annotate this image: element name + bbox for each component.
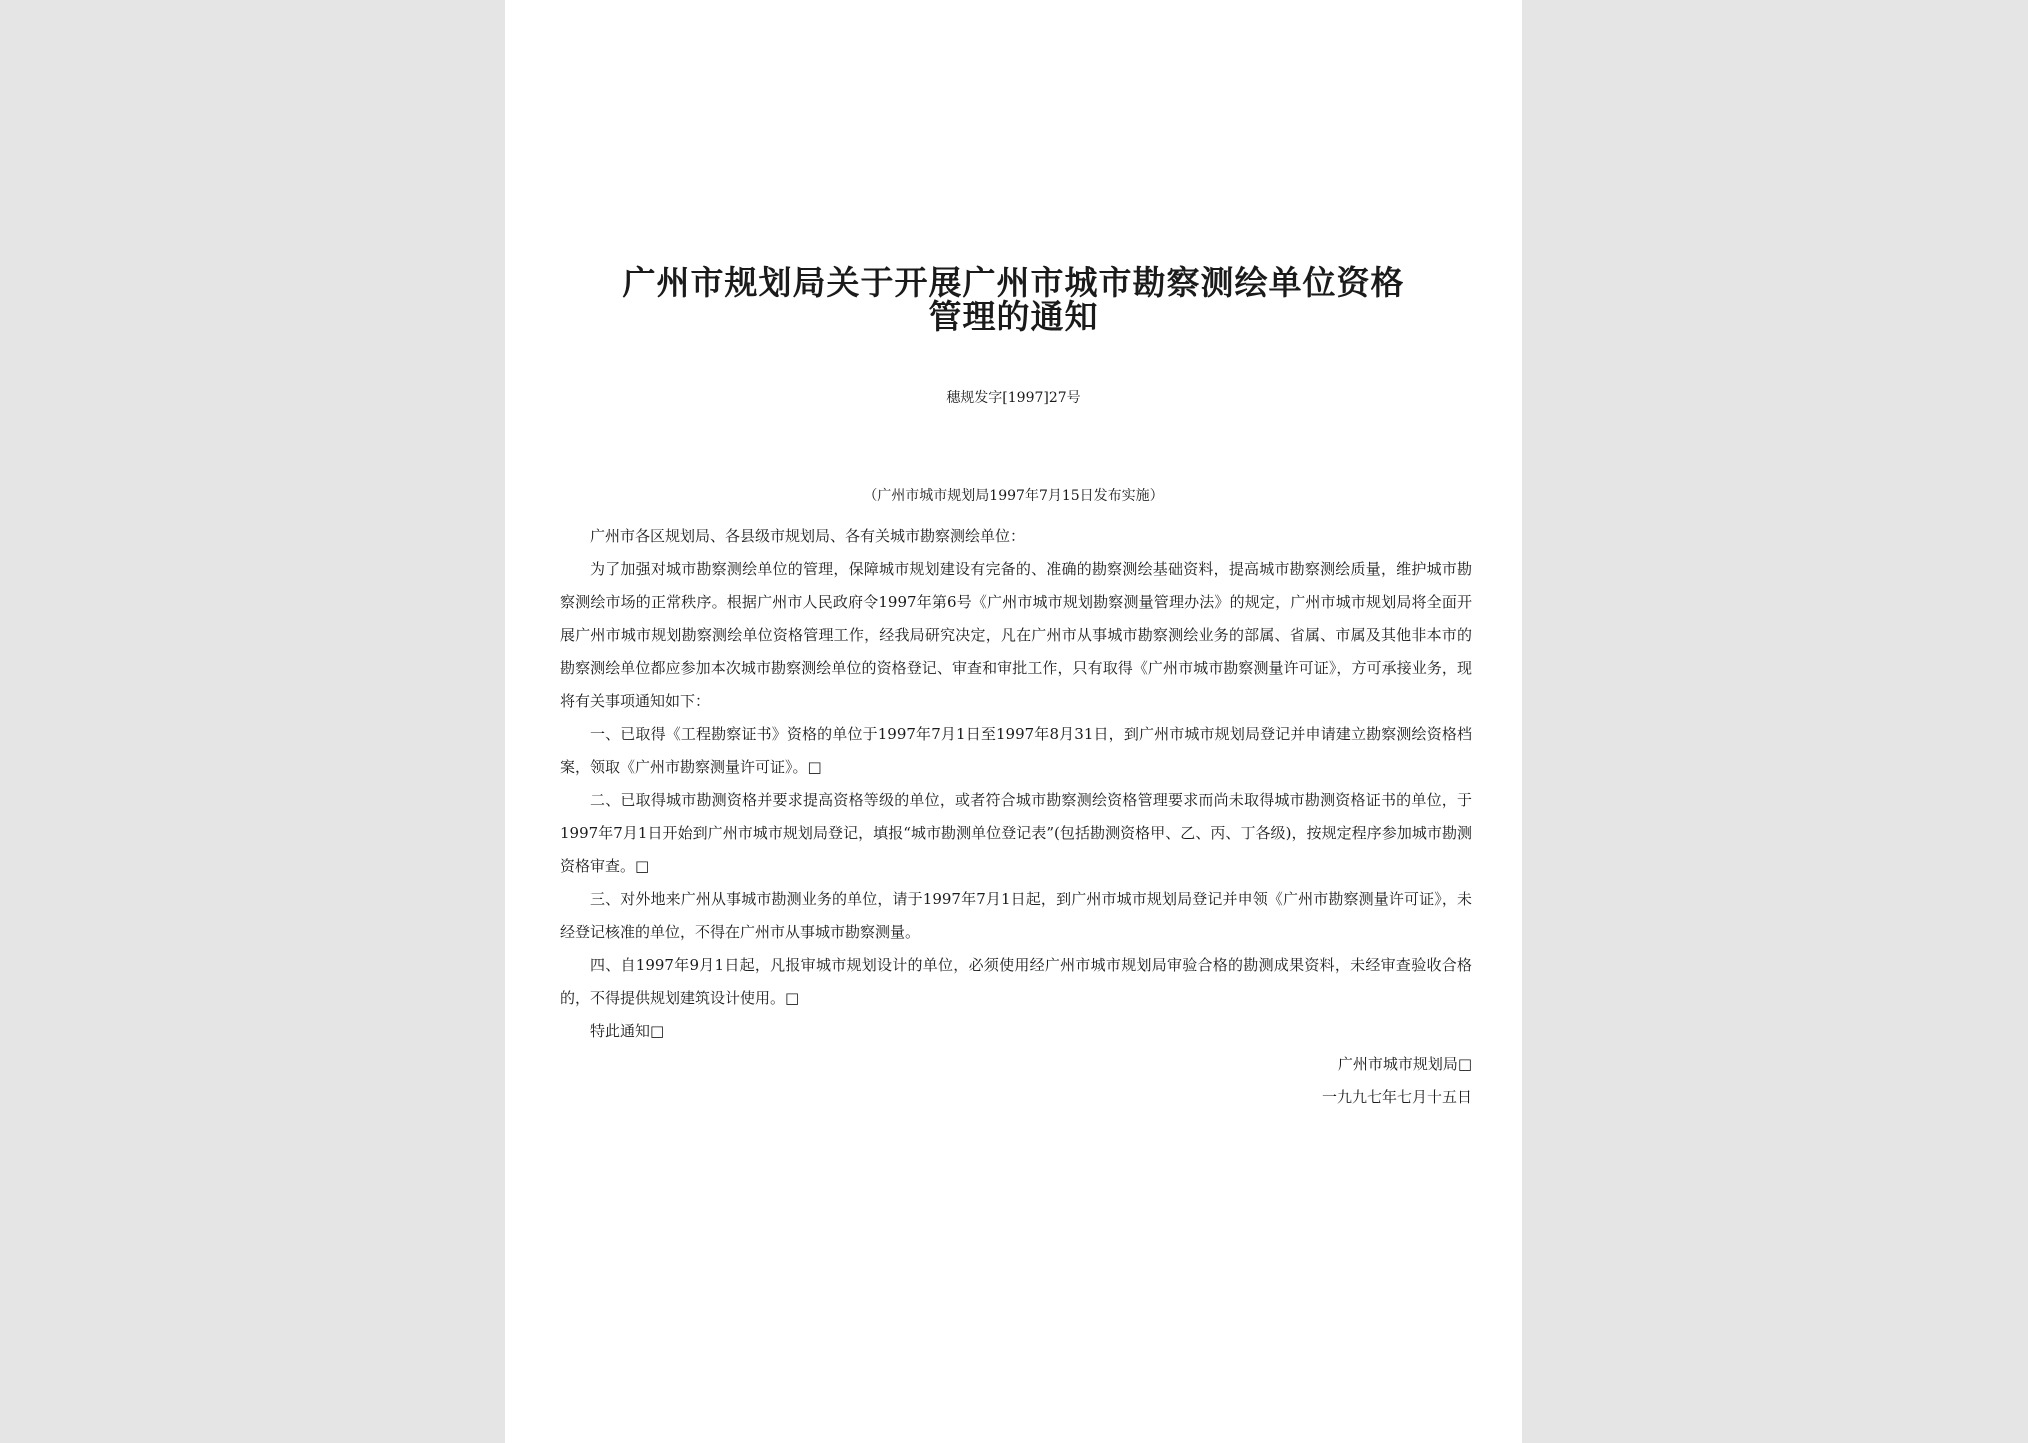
document-title-line-1: 广州市规划局关于开展广州市城市勘察测绘单位资格 (622, 263, 1405, 302)
closing-remark: 特此通知□ (590, 1022, 665, 1040)
issued-note: （广州市城市规划局1997年7月15日发布实施） (863, 488, 1164, 504)
document-title-line-2: 管理的通知 (928, 297, 1099, 336)
document-page (505, 0, 1522, 1443)
signature: 广州市城市规划局□ (1337, 1055, 1472, 1073)
document-number: 穗规发字[1997]27号 (946, 390, 1081, 406)
paragraph-item-2: 二、已取得城市勘测资格并要求提高资格等级的单位，或者符合城市勘察测绘资格管理要求而尚未取得城市勘测资格证书的单位，于1997年7月1日开始到广州市城市规划局登记，填报“城市勘测单位登记表”(包括勘测资格甲、乙、丙、丁各级)，按规定程序参加城市勘测资格审查。□ (560, 791, 1472, 875)
paragraph-item-1: 一、已取得《工程勘察证书》资格的单位于1997年7月1日至1997年8月31日，到广州市城市规划局登记并申请建立勘察测绘资格档案，领取《广州市勘察测量许可证》。□ (560, 725, 1472, 776)
issue-date: 一九九七年七月十五日 (1321, 1088, 1472, 1106)
document-body (560, 520, 1472, 1114)
salutation: 广州市各区规划局、各县级市规划局、各有关城市勘察测绘单位： (590, 527, 1026, 545)
paragraph-item-3: 三、对外地来广州从事城市勘测业务的单位，请于1997年7月1日起，到广州市城市规划局登记并申领《广州市勘察测量许可证》，未经登记核准的单位，不得在广州市从事城市勘察测量。 (560, 890, 1472, 941)
paragraph-item-4: 四、自1997年9月1日起，凡报审城市规划设计的单位，必须使用经广州市城市规划局审验合格的勘测成果资料，未经审查验收合格的，不得提供规划建筑设计使用。□ (560, 956, 1472, 1007)
paragraph-intro: 为了加强对城市勘察测绘单位的管理，保障城市规划建设有完备的、准确的勘察测绘基础资料，提高城市勘察测绘质量，维护城市勘察测绘市场的正常秩序。根据广州市人民政府令1997年第6号《广州市城市规划勘察测量管理办法》的规定，广州市城市规划局将全面开展广州市城市规划勘察测绘单位资格管理工作，经我局研究决定，凡在广州市从事城市勘察测绘业务的部属、省属、市属及其他非本市的勘察测绘单位都应参加本次城市勘察测绘单位的资格登记、审查和审批工作，只有取得《广州市城市勘察测量许可证》，方可承接业务，现将有关事项通知如下： (560, 560, 1472, 710)
